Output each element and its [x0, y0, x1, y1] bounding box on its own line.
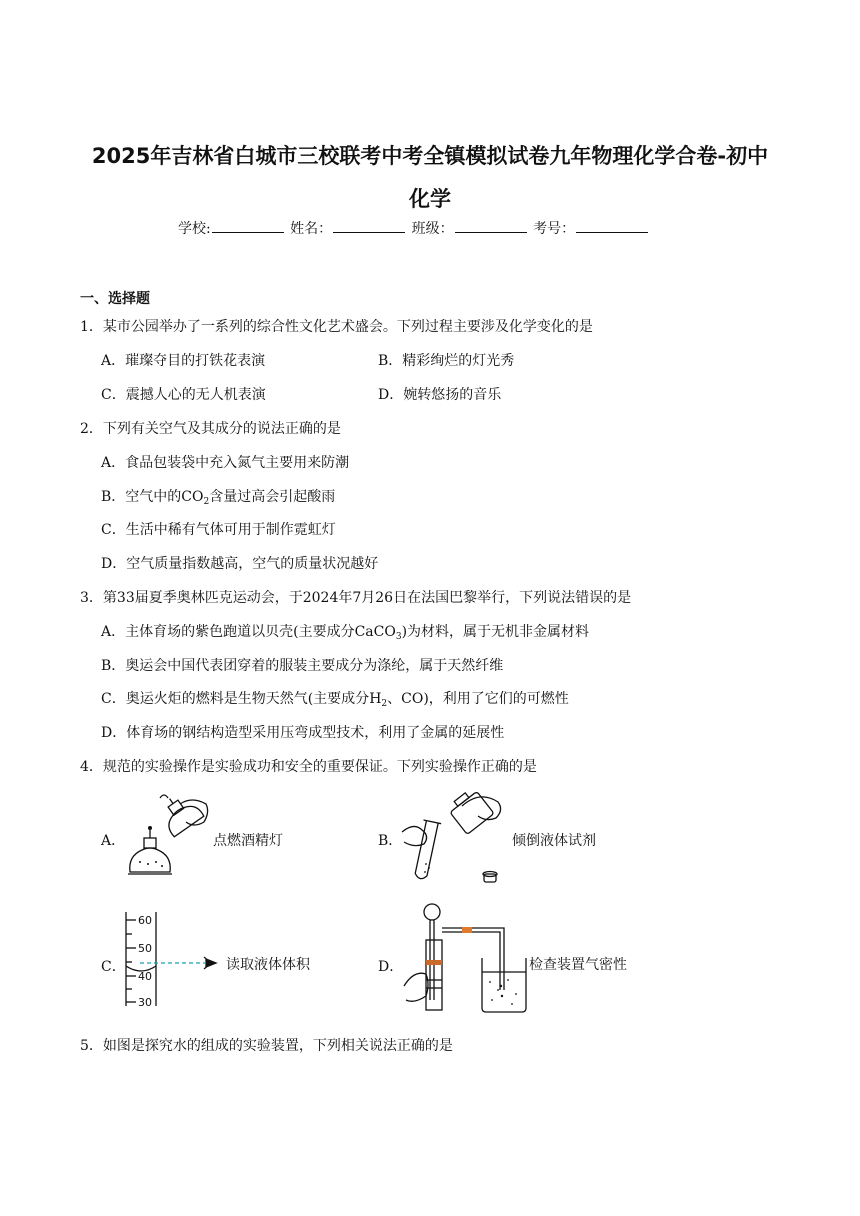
q2-b-pre: B．空气中的 [101, 489, 182, 505]
name-blank[interactable] [333, 218, 405, 233]
tick-label-50: 50 [138, 942, 152, 955]
q3-a-subscript: 3 [395, 632, 402, 642]
q3-a-post: )为材料，属于无机非金属材料 [401, 624, 590, 640]
q1-option-a: A．璀璨夺目的打铁花表演 [101, 353, 266, 369]
exam-no-blank[interactable] [576, 218, 648, 233]
q3-c-pre: C．奥运火炬的燃料是生物天然气(主要成分 [101, 691, 370, 707]
q2-option-b [101, 486, 335, 507]
class-blank[interactable] [455, 218, 527, 233]
q2-b-subscript: 2 [203, 497, 210, 507]
q4-stem: 4．规范的实验操作是实验成功和安全的重要保证。下列实验操作正确的是 [80, 759, 537, 775]
q3-option-d: D．体育场的钢结构造型采用压弯成型技术，利用了金属的延展性 [101, 725, 505, 741]
doc-title-line2: 化学 [409, 187, 451, 211]
q2-stem: 2．下列有关空气及其成分的说法正确的是 [80, 421, 341, 437]
q3-a-pre: A．主体育场的紫色跑道以贝壳(主要成分 [101, 624, 355, 640]
pouring-liquid-illustration [400, 792, 510, 890]
q4-option-a-caption: 点燃酒精灯 [213, 833, 283, 849]
school-label: 学校: [178, 221, 211, 237]
tick-label-60: 60 [138, 914, 152, 927]
tick-label-40: 40 [138, 970, 152, 983]
exam-no-label: 考号： [533, 221, 576, 237]
q3-option-c [101, 688, 569, 709]
q4-option-c-caption: 读取液体体积 [226, 957, 310, 973]
student-info-row [178, 218, 650, 238]
q1-option-d: D．婉转悠扬的音乐 [378, 387, 502, 403]
q2-b-formula: CO [181, 489, 204, 505]
q3-c-formula: H [369, 691, 382, 707]
q1-stem: 1．某市公园举办了一系列的综合性文化艺术盛会。下列过程主要涉及化学变化的是 [80, 319, 593, 335]
tick-label-30: 30 [138, 996, 152, 1008]
q4-option-d-label: D． [378, 959, 404, 975]
q3-stem: 3．第33届夏季奥林匹克运动会，于2024年7月26日在法国巴黎举行，下列说法错误的是 [80, 590, 632, 606]
q4-option-b-label: B． [378, 833, 403, 849]
name-label: 姓名： [290, 221, 333, 237]
q2-option-c: C．生活中稀有气体可用于制作霓虹灯 [101, 522, 336, 538]
q5-stem: 5．如图是探究水的组成的实验装置，下列相关说法正确的是 [80, 1038, 453, 1054]
q3-c-post: 、CO)，利用了它们的可燃性 [387, 691, 569, 707]
doc-title-line1: 2025年吉林省白城市三校联考中考全镇模拟试卷九年物理化学合卷-初中 [91, 144, 769, 168]
q4-option-a-label: A． [101, 833, 126, 849]
q3-a-formula: CaCO [354, 624, 396, 640]
class-label: 班级： [411, 221, 454, 237]
q4-option-b-caption: 倾倒液体试剂 [512, 833, 596, 849]
q4-option-d-caption: 检查装置气密性 [529, 957, 627, 973]
q4-option-c-label: C． [101, 959, 126, 975]
q1-option-c: C．震撼人心的无人机表演 [101, 387, 266, 403]
airtightness-check-illustration [400, 900, 530, 1016]
graduated-cylinder-illustration [116, 908, 224, 1008]
q3-c-subscript: 2 [381, 699, 388, 709]
q3-option-b: B．奥运会中国代表团穿着的服装主要成分为涤纶，属于天然纤维 [101, 658, 504, 674]
school-blank[interactable] [212, 218, 284, 233]
q2-option-a: A．食品包装袋中充入氮气主要用来防潮 [101, 455, 350, 471]
q2-b-post: 含量过高会引起酸雨 [209, 489, 336, 505]
q1-option-b: B．精彩绚烂的灯光秀 [378, 353, 515, 369]
alcohol-lamp-illustration [120, 792, 212, 884]
q3-option-a [101, 621, 589, 642]
q2-option-d: D．空气质量指数越高，空气的质量状况越好 [101, 556, 379, 572]
section-heading: 一、选择题 [80, 291, 150, 307]
